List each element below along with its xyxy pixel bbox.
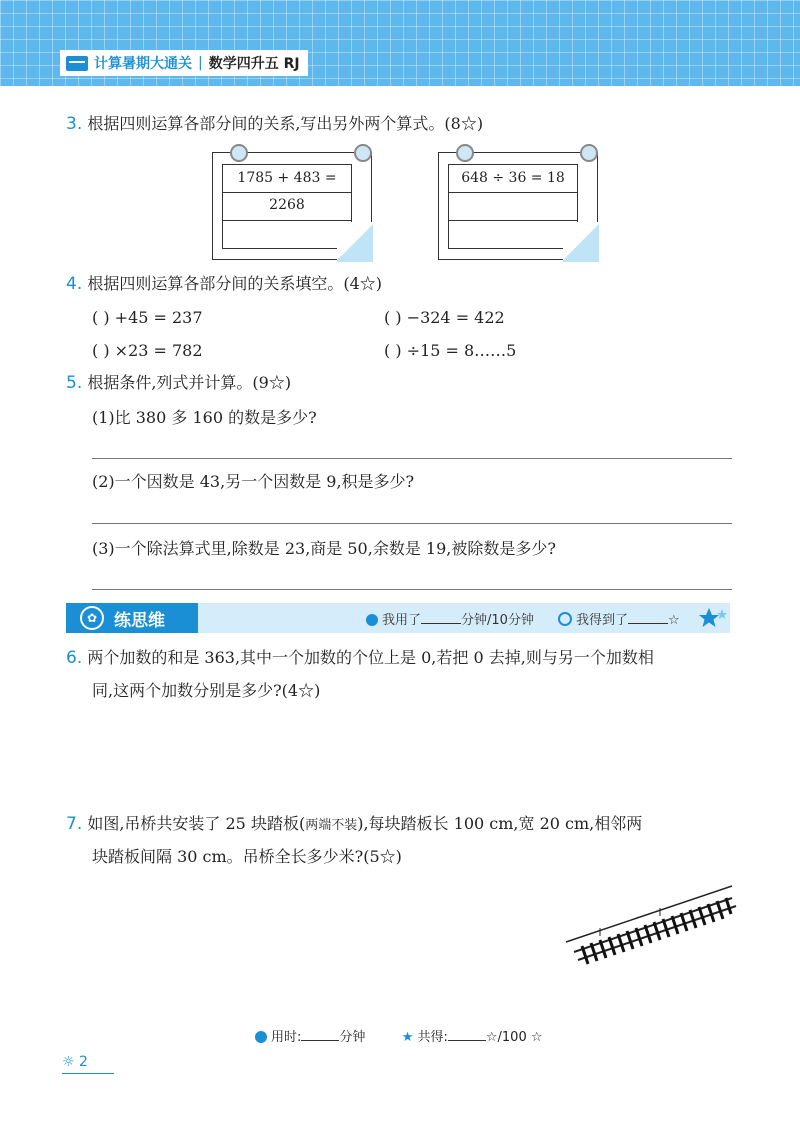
answer-line[interactable]: [92, 458, 732, 459]
question-text-line1c: ),每块踏板长 100 cm,宽 20 cm,相邻两: [357, 814, 643, 833]
book-icon: [66, 56, 88, 71]
question-note: 两端不装: [305, 818, 358, 833]
book-subtitle: 数学四升五 RJ: [208, 56, 300, 72]
sub-question-1: (1)比 380 多 160 的数是多少?: [92, 408, 317, 427]
sun-icon: ☼: [62, 1054, 75, 1070]
question-text: 根据条件,列式并计算。(9☆): [87, 373, 292, 392]
footer-score-label: 共得:: [417, 1030, 448, 1045]
page-number-area: [62, 1054, 88, 1070]
alarm-clock-icon: [255, 1031, 267, 1043]
section-tag: [66, 603, 198, 633]
footer-time-unit: 分钟: [339, 1030, 366, 1045]
page-number: 2: [79, 1054, 88, 1070]
question-number: 3.: [66, 114, 83, 134]
score-blank[interactable]: [628, 611, 668, 624]
answer-row[interactable]: [449, 193, 577, 221]
answer-line[interactable]: [92, 523, 732, 524]
answer-grid: [222, 164, 352, 249]
question-5: [66, 371, 291, 395]
score-got: [558, 609, 680, 628]
question-number: 6.: [66, 648, 83, 668]
header-separator: |: [198, 55, 203, 71]
footer-summary: [255, 1026, 543, 1045]
answer-line[interactable]: [92, 589, 732, 590]
header-band: [0, 0, 800, 86]
check-icon: [558, 612, 572, 626]
fill-blank-item[interactable]: ( ) ÷15 = 8……5: [384, 341, 517, 360]
clock-icon: [366, 614, 378, 626]
question-6: [66, 646, 654, 670]
question-text-line1: 两个加数的和是 363,其中一个加数的个位上是 0,若把 0 去掉,则与另一个加数相: [87, 648, 654, 667]
time-used-suffix: 分钟/10分钟: [461, 613, 534, 628]
note-pad-1: [212, 144, 372, 262]
page-number-underline: [62, 1073, 114, 1074]
question-3: [66, 112, 483, 136]
question-4: [66, 272, 382, 296]
footer-time-blank[interactable]: [301, 1028, 339, 1041]
ring-icon: [580, 144, 598, 162]
footer-score-unit: ☆/100 ☆: [485, 1030, 543, 1045]
question-6-line2: 同,这两个加数分别是多少?(4☆): [92, 681, 321, 700]
time-used: [366, 609, 534, 628]
ring-icon: [230, 144, 248, 162]
section-title: 练思维: [114, 610, 165, 631]
time-blank[interactable]: [421, 611, 461, 624]
answer-grid: [448, 164, 578, 249]
score-suffix: ☆: [668, 613, 680, 628]
time-used-prefix: 我用了: [382, 613, 422, 628]
question-7: [66, 812, 642, 838]
answer-row[interactable]: [223, 221, 351, 248]
page-curl-icon: [563, 222, 599, 262]
suspension-bridge-illustration: [560, 880, 740, 970]
footer-time-label: 用时:: [271, 1030, 302, 1045]
fill-blank-item[interactable]: ( ) +45 = 237: [92, 308, 203, 327]
stars-icon: [698, 606, 728, 630]
fill-blank-item[interactable]: ( ) ×23 = 782: [92, 341, 203, 360]
sub-question-3: (3)一个除法算式里,除数是 23,商是 50,余数是 19,被除数是多少?: [92, 539, 556, 558]
bridge-planks: [582, 898, 731, 964]
score-prefix: 我得到了: [576, 613, 629, 628]
question-number: 5.: [66, 373, 83, 393]
question-text-line1a: 如图,吊桥共安装了 25 块踏板(: [87, 814, 306, 833]
star-icon: ★: [401, 1030, 414, 1045]
question-text: 根据四则运算各部分间的关系填空。(4☆): [87, 274, 382, 293]
note-pad-2: [438, 144, 598, 262]
question-number: 7.: [66, 814, 83, 834]
header-title-bar: [60, 50, 308, 76]
fill-blank-item[interactable]: ( ) −324 = 422: [384, 308, 505, 327]
ring-icon: [354, 144, 372, 162]
answer-row[interactable]: [449, 221, 577, 248]
footer-score-blank[interactable]: [448, 1028, 486, 1041]
question-7-line2: 块踏板间隔 30 cm。吊桥全长多少米?(5☆): [92, 847, 402, 866]
question-number: 4.: [66, 274, 83, 294]
brain-icon: ✿: [80, 606, 104, 630]
page-curl-icon: [337, 222, 373, 262]
given-equation: 1785 + 483 = 2268: [223, 165, 351, 193]
question-text: 根据四则运算各部分间的关系,写出另外两个算式。(8☆): [87, 114, 484, 133]
given-equation: 648 ÷ 36 = 18: [449, 165, 577, 193]
series-title: 计算暑期大通关: [94, 56, 192, 72]
section-banner: [66, 603, 730, 633]
sub-question-2: (2)一个因数是 43,另一个因数是 9,积是多少?: [92, 472, 415, 491]
ring-icon: [456, 144, 474, 162]
